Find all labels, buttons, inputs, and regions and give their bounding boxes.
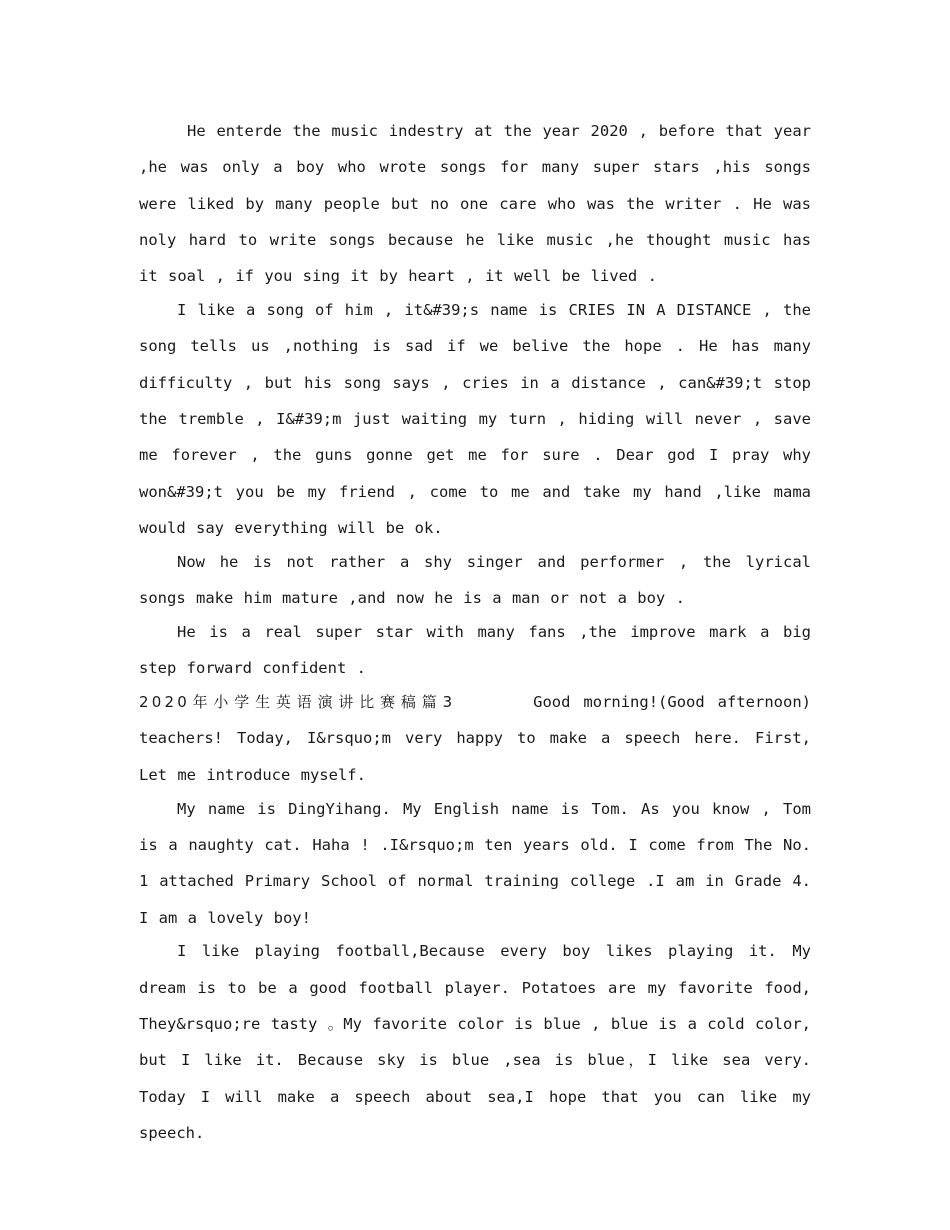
section-heading: 2020年小学生英语演讲比赛稿篇3 <box>139 693 456 712</box>
paragraph-self-introduction: My name is DingYihang. My English name is Tom. As you know , Tom is a naughty cat. Haha ! .I&rsquo;m ten years old. I come from The No. 1 attached Primary School of normal training college .I am in Grade 4. I am a lovely boy! <box>139 799 811 927</box>
section-spacer <box>455 693 533 711</box>
paragraph-mature-singer: Now he is not rather a shy singer and performer , the lyrical songs make him mature ,and now he is a man or not a boy . <box>139 552 811 608</box>
paragraph-super-star: He is a real super star with many fans ,the improve mark a big step forward confident . <box>139 622 811 678</box>
section-heading-paragraph <box>139 684 811 793</box>
paragraph-hobbies: I like playing football,Because every boy likes playing it. My dream is to be a good football player. Potatoes are my favorite food, They&rsquo;re tasty 。My favorite color is blue , blue is a cold color, but I like it. Because sky is blue ,sea is blue，I like sea very. Today I will make a speech about sea,I hope that you can like my speech. <box>139 942 811 1142</box>
document-body <box>139 113 811 1149</box>
paragraph-favorite-song: I like a song of him , it&#39;s name is CRIES IN A DISTANCE , the song tells us ,nothing is sad if we belive the hope . He has many difficulty , but his song says , cries in a distance , can&#39;t stop the tremble , I&#39;m just waiting my turn , hiding will never , save me forever , the guns gonne get me for sure . Dear god I pray why won&#39;t you be my friend , come to me and take my hand ,like mama would say everything will be ok. <box>139 301 811 537</box>
speech-intro: Good morning!(Good afternoon) teachers! Today, I&rsquo;m very happy to make a speech here. First, Let me introduce myself. <box>139 693 811 784</box>
paragraph-music-career: He enterde the music indestry at the year 2020 , before that year ,he was only a boy who wrote songs for many super stars ,his songs were liked by many people but no one care who was the writer . He was noly hard to write songs because he like music ,he thought music has it soal , if you sing it by heart , it well be lived . <box>139 122 811 286</box>
